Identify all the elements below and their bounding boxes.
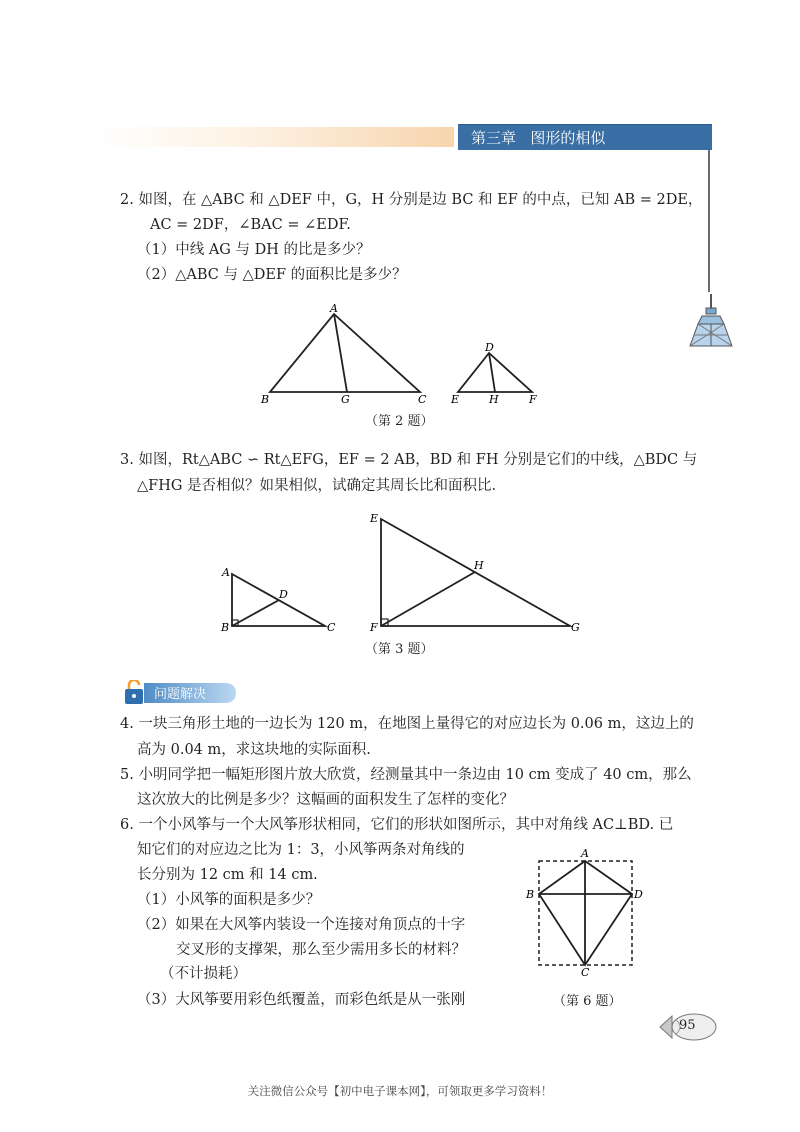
q2-line2: AC = 2DF，∠BAC = ∠EDF.: [150, 217, 351, 233]
q5-line2: 这次放大的比例是多少？这幅画的面积发生了怎样的变化？: [137, 792, 514, 808]
q2-figure: [255, 300, 545, 410]
q3-figure: [215, 505, 590, 635]
q3-line1: 3. 如图，Rt△ABC ∽ Rt△EFG，EF = 2 AB，BD 和 FH 分别是它们的中线，△BDC 与: [120, 452, 698, 468]
q6-caption: （第 6 题）: [553, 994, 622, 1009]
header-decoration: [92, 127, 454, 147]
q6-line1: 6. 一个小风筝与一个大风筝形状相同，它们的形状如图所示，其中对角线 AC⊥BD. 已: [120, 817, 674, 833]
label-b: B: [221, 621, 230, 634]
median-fh: [381, 572, 475, 626]
page-number: 95: [679, 1018, 696, 1033]
q3-caption: （第 3 题）: [365, 642, 434, 657]
median-bd: [232, 600, 279, 626]
tower-icon: [688, 294, 734, 352]
q2-caption: （第 2 题）: [365, 414, 434, 429]
label-f: F: [529, 393, 537, 406]
label-a: A: [581, 847, 589, 860]
q6-sub1: （1）小风筝的面积是多少？: [137, 892, 321, 908]
label-b: B: [526, 888, 535, 901]
q6-line3: 长分别为 12 cm 和 14 cm.: [137, 867, 318, 883]
label-c: C: [418, 393, 427, 406]
label-e: E: [370, 512, 379, 525]
q2-line1: 2. 如图，在 △ABC 和 △DEF 中，G，H 分别是边 BC 和 EF 的中点，已知 AB = 2DE，: [120, 192, 703, 208]
q6-line2: 知它们的对应边之比为 1：3，小风筝两条对角线的: [137, 842, 465, 858]
label-a: A: [330, 302, 338, 315]
q6-sub2b: 交叉形的支撑架，那么至少需用多长的材料？: [176, 942, 466, 958]
median-dh: [489, 353, 495, 392]
label-b: B: [261, 393, 270, 406]
label-d: D: [634, 888, 643, 901]
label-a: A: [222, 566, 230, 579]
median-ag: [334, 314, 347, 392]
q5-line1: 5. 小明同学把一幅矩形图片放大欣赏，经测量其中一条边由 10 cm 变成了 40 cm，那么: [120, 767, 692, 783]
chapter-title: [471, 127, 605, 148]
label-h: H: [489, 393, 499, 406]
q6-sub2a: （2）如果在大风筝内装设一个连接对角顶点的十字: [137, 917, 466, 933]
q2-sub1: （1）中线 AG 与 DH 的比是多少？: [137, 242, 371, 258]
q6-sub3: （3）大风筝要用彩色纸覆盖，而彩色纸是从一张刚: [137, 992, 466, 1008]
q3-line2: △FHG 是否相似？如果相似，试确定其周长比和面积比.: [137, 478, 497, 494]
label-f: F: [370, 621, 378, 634]
label-d: D: [279, 588, 288, 601]
margin-rule: [708, 150, 710, 292]
section-title: 问题解决: [154, 687, 207, 702]
chapter-number: 第三章: [471, 129, 517, 147]
footer-note: 关注微信公众号【初中电子课本网】，可领取更多学习资料！: [247, 1084, 553, 1098]
q2-sub2: （2）△ABC 与 △DEF 的面积比是多少？: [137, 267, 407, 283]
label-c: C: [327, 621, 336, 634]
label-g: G: [571, 621, 580, 634]
q4-line1: 4. 一块三角形土地的一边长为 120 m，在地图上量得它的对应边长为 0.06 m，这边上的: [120, 716, 694, 732]
chapter-name: 图形的相似: [530, 129, 606, 147]
q4-line2: 高为 0.04 m，求这块地的实际面积.: [137, 742, 371, 758]
label-h: H: [474, 559, 484, 572]
label-c: C: [581, 966, 590, 977]
q6-sub2c: （不计损耗）: [160, 966, 247, 982]
label-d: D: [485, 341, 494, 354]
q6-kite-figure: [522, 842, 647, 977]
label-g: G: [341, 393, 350, 406]
label-e: E: [451, 393, 460, 406]
